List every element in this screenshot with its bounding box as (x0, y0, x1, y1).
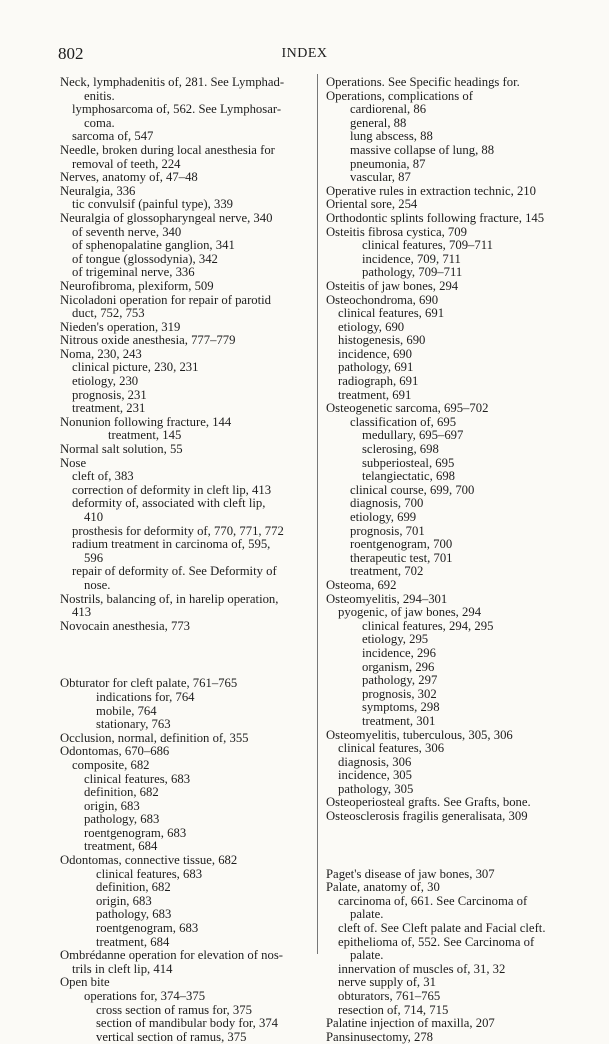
index-entry: Osteitis fibrosa cystica, 709 (326, 224, 467, 239)
page-header (58, 44, 551, 66)
index-entry: prognosis, 231 (72, 387, 147, 402)
index-entry: definition, 682 (84, 785, 159, 800)
index-entry: incidence, 305 (338, 768, 412, 783)
section-gap (60, 633, 316, 677)
index-entry: Odontomas, connective tissue, 682 (60, 853, 238, 868)
index-entry: Orthodontic splints following fracture, 145 (326, 210, 545, 225)
index-entry: Normal salt solution, 55 (60, 442, 183, 457)
index-entry: pathology, 683 (96, 907, 172, 922)
index-entry: resection of, 714, 715 (338, 1002, 449, 1017)
index-entry: pathology, 297 (362, 673, 438, 688)
index-column-right (326, 75, 592, 1044)
index-entry: deformity of, associated with cleft lip, (72, 496, 266, 511)
index-entry: sarcoma of, 547 (72, 129, 154, 144)
index-entry: Oriental sore, 254 (326, 197, 418, 212)
index-entry: Osteomyelitis, tuberculous, 305, 306 (326, 727, 513, 742)
index-entry: Novocain anesthesia, 773 (60, 618, 191, 633)
index-entry: subperiosteal, 695 (362, 455, 455, 470)
index-entry: Needle, broken during local anesthesia for (60, 142, 275, 157)
index-entry: 410 (84, 510, 104, 524)
index-column-left (60, 75, 316, 1044)
index-entry: cardiorenal, 86 (350, 102, 427, 117)
index-entry: tic convulsif (painful type), 339 (72, 197, 234, 212)
index-entry: clinical course, 699, 700 (350, 482, 475, 497)
index-entry: pneumonia, 87 (350, 156, 426, 171)
index-entry: Palatine injection of maxilla, 207 (326, 1016, 495, 1031)
index-entry: prosthesis for deformity of, 770, 771, 772 (72, 523, 284, 538)
index-entry: Palate, anatomy of, 30 (326, 880, 440, 895)
index-entry: clinical features, 709–711 (362, 238, 493, 253)
index-entry: diagnosis, 306 (338, 754, 412, 769)
index-entry: organism, 296 (362, 659, 435, 674)
index-entry: lung abscess, 88 (350, 129, 433, 144)
index-entry: obturators, 761–765 (338, 989, 441, 1003)
index-entry: treatment, 231 (72, 401, 146, 416)
index-entry: etiology, 295 (362, 632, 429, 647)
index-entry: telangiectatic, 698 (362, 469, 456, 484)
index-entry: of trigeminal nerve, 336 (72, 265, 195, 280)
index-entry: of tongue (glossodynia), 342 (72, 251, 218, 266)
index-entry: incidence, 709, 711 (362, 251, 461, 266)
index-entry: palate. (350, 907, 384, 922)
index-entry: Neuralgia, 336 (60, 183, 136, 198)
index-entry: clinical features, 683 (96, 866, 203, 881)
page-title: INDEX (281, 46, 328, 61)
index-entry: general, 88 (350, 115, 407, 130)
index-entry: 413 (72, 605, 92, 620)
index-entry: symptoms, 298 (362, 700, 440, 715)
index-entry: Obturator for cleft palate, 761–765 (60, 676, 238, 691)
index-entry: duct, 752, 753 (72, 306, 145, 321)
index-entry: Neck, lymphadenitis of, 281. See Lymphad- (60, 75, 285, 89)
index-entry: nerve supply of, 31 (338, 975, 436, 990)
index-entry: lymphosarcoma of, 562. See Lymphosar- (72, 102, 282, 117)
index-entry: Neuralgia of glossopharyngeal nerve, 340 (60, 210, 273, 225)
index-entry: roentgenogram, 700 (350, 537, 453, 552)
index-entry: mobile, 764 (96, 703, 157, 718)
index-entry: Ombrédanne operation for elevation of nos- (60, 948, 284, 963)
index-entry: of sphenopalatine ganglion, 341 (72, 238, 235, 253)
index-entry: Nieden's operation, 319 (60, 319, 181, 334)
index-entry: treatment, 691 (338, 387, 412, 402)
index-entry: Osteomyelitis, 294–301 (326, 591, 448, 606)
index-entry: correction of deformity in cleft lip, 413 (72, 482, 272, 497)
index-entry: diagnosis, 700 (350, 496, 424, 511)
index-entry: Osteosclerosis fragilis generalisata, 309 (326, 809, 528, 824)
index-entry: incidence, 690 (338, 346, 412, 361)
index-entry: etiology, 699 (350, 510, 417, 524)
index-entry: therapeutic test, 701 (350, 550, 453, 565)
index-entry: Nicoladoni operation for repair of parotid (60, 292, 272, 307)
index-entry: classification of, 695 (350, 414, 457, 429)
index-entry: Nitrous oxide anesthesia, 777–779 (60, 333, 236, 348)
index-entry: Operative rules in extraction technic, 210 (326, 183, 536, 198)
index-entry: pyogenic, of jaw bones, 294 (338, 605, 482, 620)
index-entry: prognosis, 701 (350, 523, 425, 538)
index-entry: section of mandibular body for, 374 (96, 1016, 279, 1031)
index-entry: cross section of ramus for, 375 (96, 1002, 252, 1017)
index-entry: Pansinusectomy, 278 (326, 1029, 434, 1044)
index-entry: Osteoperiosteal grafts. See Grafts, bone. (326, 795, 531, 810)
index-entry: treatment, 145 (108, 428, 182, 443)
index-entry: Osteoma, 692 (326, 577, 397, 592)
index-entry: Noma, 230, 243 (60, 346, 142, 361)
index-entry: treatment, 684 (96, 934, 170, 949)
index-entry: treatment, 684 (84, 839, 158, 854)
index-entry: pathology, 305 (338, 781, 414, 796)
index-entry: Neurofibroma, plexiform, 509 (60, 278, 214, 293)
index-entry: stationary, 763 (96, 717, 171, 732)
index-entry: pathology, 691 (338, 360, 414, 375)
index-entry: 596 (84, 550, 104, 565)
index-entry: incidence, 296 (362, 645, 436, 660)
index-entry: enitis. (84, 88, 115, 103)
column-divider (317, 74, 318, 954)
index-entry: Open bite (60, 975, 110, 990)
index-entry: trils in cleft lip, 414 (72, 961, 173, 976)
index-entry: repair of deformity of. See Deformity of (72, 564, 277, 579)
index-entry: sclerosing, 698 (362, 442, 439, 457)
index-entry: pathology, 683 (84, 812, 160, 827)
index-entry: origin, 683 (84, 798, 140, 813)
index-entry: Nonunion following fracture, 144 (60, 414, 232, 429)
index-entry: nose. (84, 577, 111, 592)
index-entry: definition, 682 (96, 880, 171, 895)
index-entry: of seventh nerve, 340 (72, 224, 182, 239)
index-entry: Nerves, anatomy of, 47–48 (60, 170, 198, 185)
index-entry: Osteitis of jaw bones, 294 (326, 278, 459, 293)
index-entry: clinical features, 306 (338, 741, 445, 756)
index-entry: massive collapse of lung, 88 (350, 142, 495, 157)
index-entry: radium treatment in carcinoma of, 595, (72, 537, 271, 552)
index-entry: roentgenogram, 683 (96, 921, 199, 936)
index-entry: etiology, 230 (72, 374, 139, 389)
index-entry: Operations. See Specific headings for. (326, 75, 520, 89)
section-gap (326, 824, 592, 868)
index-entry: operations for, 374–375 (84, 989, 206, 1003)
index-entry: roentgenogram, 683 (84, 825, 187, 840)
index-entry: Occlusion, normal, definition of, 355 (60, 730, 249, 745)
index-entry: clinical features, 294, 295 (362, 618, 494, 633)
index-entry: palate. (350, 948, 384, 963)
index-entry: Nose (60, 455, 87, 470)
index-entry: indications for, 764 (96, 689, 195, 704)
index-entry: clinical features, 683 (84, 771, 191, 786)
index-entry: removal of teeth, 224 (72, 156, 181, 171)
index-entry: clinical features, 691 (338, 306, 445, 321)
index-entry: clinical picture, 230, 231 (72, 360, 199, 375)
index-entry: etiology, 690 (338, 319, 405, 334)
index-entry: Osteochondroma, 690 (326, 292, 439, 307)
index-entry: innervation of muscles of, 31, 32 (338, 961, 506, 976)
index-entry: carcinoma of, 661. See Carcinoma of (338, 893, 528, 908)
index-entry: Odontomas, 670–686 (60, 744, 170, 759)
index-entry: cleft of. See Cleft palate and Facial cleft. (338, 921, 546, 936)
index-entry: pathology, 709–711 (362, 265, 463, 280)
index-entry: prognosis, 302 (362, 686, 437, 701)
index-entry: radiograph, 691 (338, 374, 419, 389)
index-entry: vertical section of ramus, 375 (96, 1029, 247, 1044)
index-entry: Nostrils, balancing of, in harelip operation, (60, 591, 279, 606)
index-entry: epithelioma of, 552. See Carcinoma of (338, 934, 535, 949)
index-entry: Osteogenetic sarcoma, 695–702 (326, 401, 489, 416)
index-entry: medullary, 695–697 (362, 428, 464, 443)
index-entry: cleft of, 383 (72, 469, 134, 484)
index-entry: origin, 683 (96, 893, 152, 908)
index-entry: Paget's disease of jaw bones, 307 (326, 866, 495, 881)
index-entry: treatment, 702 (350, 564, 424, 579)
index-entry: vascular, 87 (350, 170, 411, 185)
index-entry: treatment, 301 (362, 713, 436, 728)
index-entry: composite, 682 (72, 757, 150, 772)
page-number: 802 (58, 44, 84, 63)
index-entry: histogenesis, 690 (338, 333, 426, 348)
index-entry: Operations, complications of (326, 88, 473, 103)
index-entry: coma. (84, 115, 115, 130)
